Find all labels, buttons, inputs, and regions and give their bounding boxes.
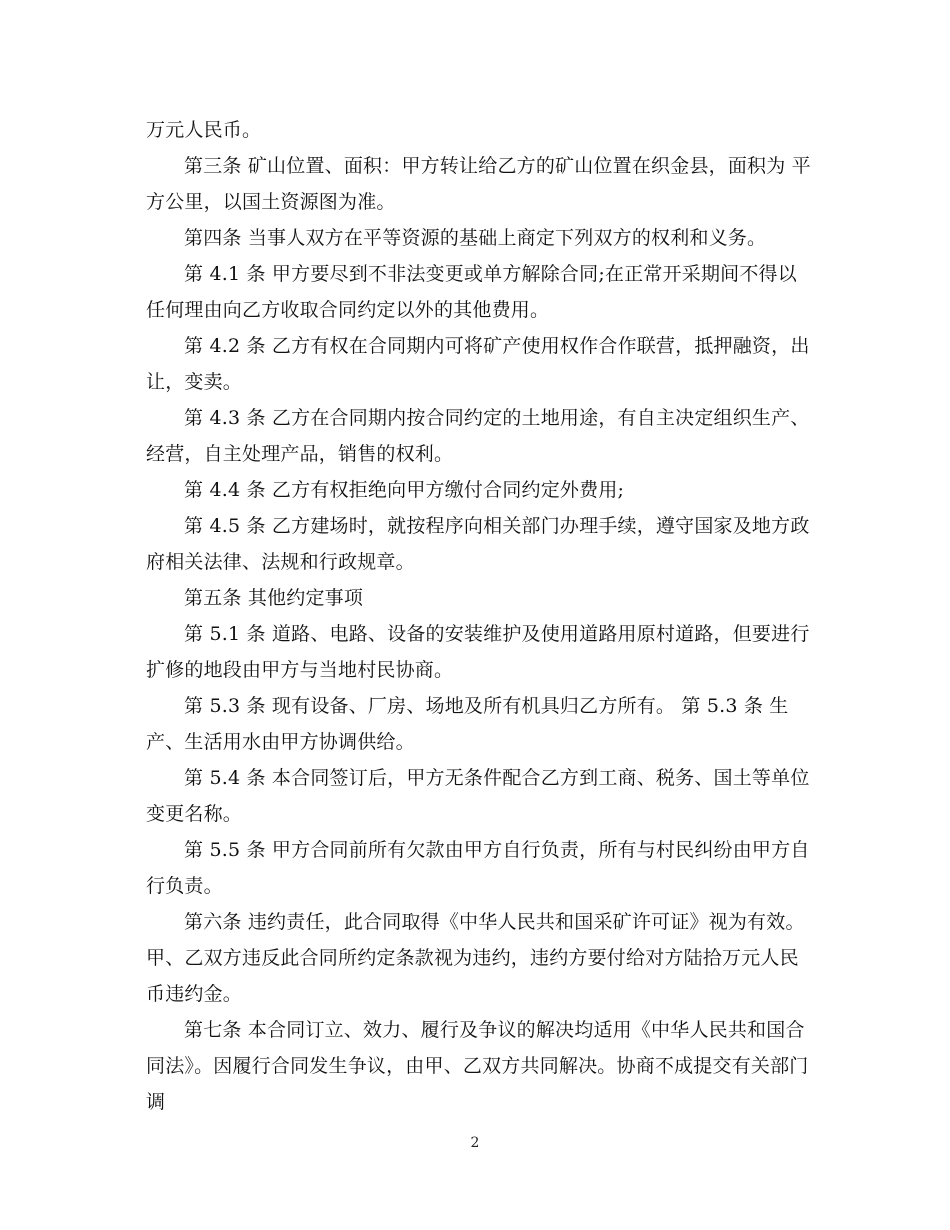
paragraph-clause-4-2: 第 4.2 条 乙方有权在合同期内可将矿产使用权作合作联营，抵押融资，出让，变卖。 — [146, 335, 810, 393]
paragraph-article-3: 第三条 矿山位置、面积：甲方转让给乙方的矿山位置在织金县，面积为 平方公里，以国土资源图为准。 — [146, 155, 811, 213]
paragraph-article-4: 第四条 当事人双方在平等资源的基础上商定下列双方的权利和义务。 — [184, 227, 767, 249]
paragraph-article-6: 第六条 违约责任，此合同取得《中华人民共和国采矿许可证》视为有效。 — [184, 911, 805, 933]
paragraph-clause-5-3: 第 5.3 条 现有设备、厂房、场地及所有机具归乙方所有。 第 5.3 条 生产、生活用水由甲方协调供给。 — [146, 695, 789, 753]
paragraph-clause-5-4: 第 5.4 条 本合同签订后，甲方无条件配合乙方到工商、税务、国土等单位变更名称。 — [146, 767, 810, 825]
paragraph-clause-5-5: 第 5.5 条 甲方合同前所有欠款由甲方自行负责，所有与村民纠纷由甲方自行负责。 — [146, 839, 810, 897]
paragraph-clause-4-5: 第 4.5 条 乙方建场时，就按程序向相关部门办理手续，遵守国家及地方政府相关法律、法规和行政规章。 — [146, 515, 810, 573]
paragraph-clause-4-3: 第 4.3 条 乙方在合同期内按合同约定的土地用途，有自主决定组织生产、经营，自主处理产品，销售的权利。 — [146, 407, 810, 465]
paragraph-article-7: 第七条 本合同订立、效力、履行及争议的解决均适用《中华人民共和国合同法》。因履行合同发生争议，由甲、乙双方共同解决。协商不成提交有关部门调 — [146, 1019, 809, 1113]
paragraph-clause-4-4: 第 4.4 条 乙方有权拒绝向甲方缴付合同约定外费用; — [184, 479, 625, 501]
paragraph-clause-5-1: 第 5.1 条 道路、电路、设备的安装维护及使用道路用原村道路，但要进行扩修的地段由甲方与当地村民协商。 — [146, 623, 810, 681]
paragraph-clause-4-1: 第 4.1 条 甲方要尽到不非法变更或单方解除合同;在正常开采期间不得以任何理由向乙方收取合同约定以外的其他费用。 — [146, 263, 797, 321]
paragraph-article-5: 第五条 其他约定事项 — [184, 587, 364, 609]
page-number: 2 — [470, 1135, 480, 1151]
paragraph-breach-clause: 甲、乙双方违反此合同所约定条款视为违约，违约方要付给对方陆拾万元人民币违约金。 — [146, 947, 799, 1005]
paragraph-continuation: 万元人民币。 — [146, 119, 262, 141]
document-body — [146, 112, 816, 1120]
